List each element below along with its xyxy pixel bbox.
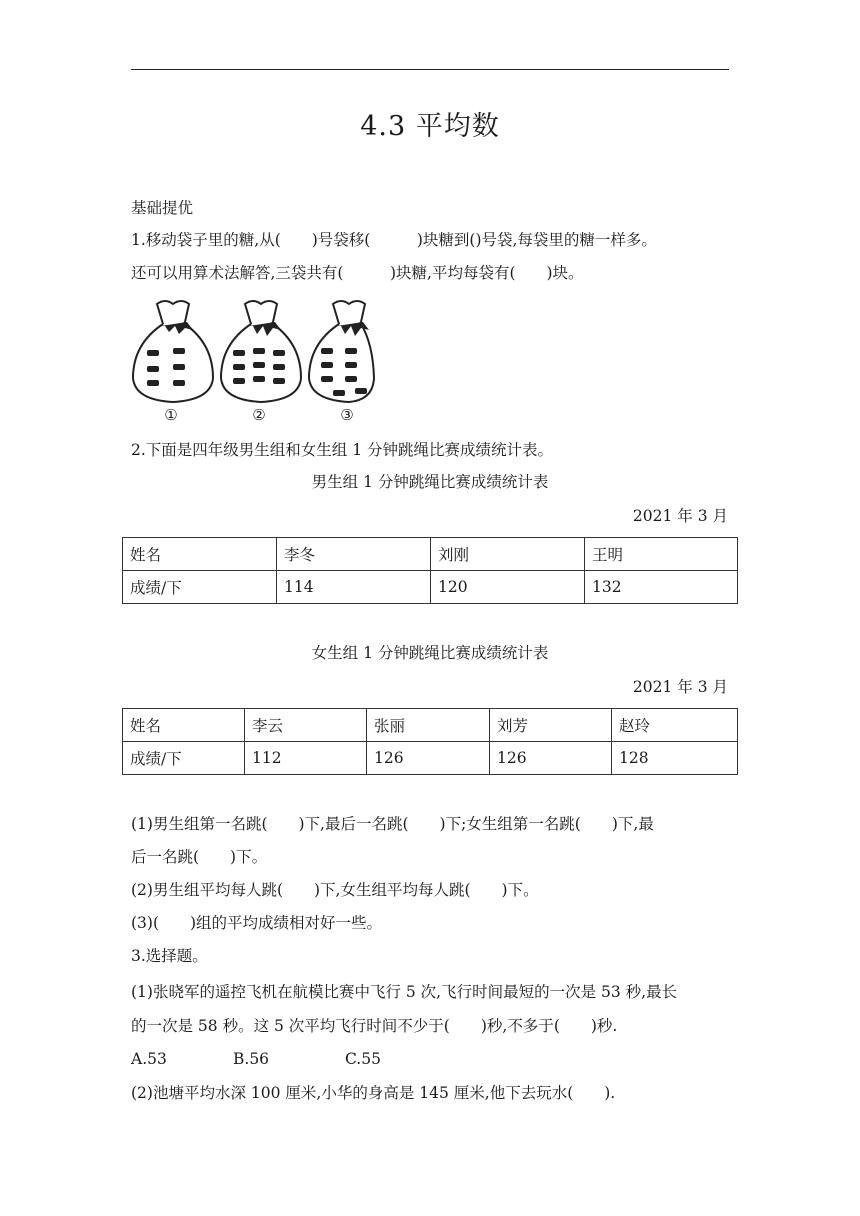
q3-intro: 3.选择题。 — [131, 947, 208, 965]
table-cell: 刘刚 — [431, 538, 585, 571]
q2-sub1-line2: 后一名跳( )下。 — [131, 848, 268, 866]
option-b: B.56 — [233, 1050, 270, 1068]
candy-bag-1 — [133, 301, 213, 402]
table-cell: 刘芳 — [490, 709, 612, 742]
boys-table-date: 2021 年 3 月 — [632, 507, 728, 525]
table-cell: 成绩/下 — [123, 742, 245, 775]
table-cell: 128 — [612, 742, 738, 775]
table-cell: 李冬 — [277, 538, 431, 571]
table-cell: 李云 — [245, 709, 367, 742]
table-cell: 张丽 — [367, 709, 490, 742]
bag-label-3: ③ — [340, 406, 354, 424]
table-row — [123, 742, 738, 775]
table-cell: 132 — [585, 571, 738, 604]
table-cell: 王明 — [585, 538, 738, 571]
candy-bags-illustration — [125, 296, 375, 426]
section-heading: 基础提优 — [131, 199, 194, 217]
q3-sub1-line2: 的一次是 58 秒。这 5 次平均飞行时间不少于( )秒,不多于( )秒. — [131, 1017, 618, 1035]
q2-sub2: (2)男生组平均每人跳( )下,女生组平均每人跳( )下。 — [131, 881, 539, 899]
q3-sub1-options — [131, 1049, 381, 1069]
table-cell: 114 — [277, 571, 431, 604]
q1-line1: 1.移动袋子里的糖,从( )号袋移( )块糖到()号袋,每袋里的糖一样多。 — [131, 231, 657, 249]
girls-score-table — [122, 708, 738, 775]
q1-line2: 还可以用算术法解答,三袋共有( )块糖,平均每袋有( )块。 — [131, 264, 584, 282]
candy-bag-2 — [221, 301, 301, 402]
table-cell: 赵玲 — [612, 709, 738, 742]
table-row — [123, 538, 738, 571]
candy-bag-3 — [309, 301, 374, 402]
option-c: C.55 — [345, 1050, 381, 1068]
page-title: 4.3 平均数 — [360, 111, 500, 142]
option-a: A.53 — [131, 1050, 167, 1068]
bag-label-2: ② — [252, 406, 266, 424]
table-cell: 126 — [367, 742, 490, 775]
q2-sub3: (3)( )组的平均成绩相对好一些。 — [131, 914, 383, 932]
table-cell: 姓名 — [123, 709, 245, 742]
girls-table-title: 女生组 1 分钟跳绳比赛成绩统计表 — [311, 644, 549, 662]
table-cell: 姓名 — [123, 538, 277, 571]
q2-intro: 2.下面是四年级男生组和女生组 1 分钟跳绳比赛成绩统计表。 — [131, 441, 554, 459]
table-row — [123, 571, 738, 604]
table-cell: 120 — [431, 571, 585, 604]
q2-sub1-line1: (1)男生组第一名跳( )下,最后一名跳( )下;女生组第一名跳( )下,最 — [131, 815, 654, 833]
header-rule — [131, 69, 729, 70]
girls-table-date: 2021 年 3 月 — [632, 678, 728, 696]
table-cell: 112 — [245, 742, 367, 775]
bag-label-1: ① — [164, 406, 178, 424]
table-cell: 126 — [490, 742, 612, 775]
boys-table-title: 男生组 1 分钟跳绳比赛成绩统计表 — [311, 473, 549, 491]
table-cell: 成绩/下 — [123, 571, 277, 604]
boys-score-table — [122, 537, 738, 604]
q3-sub2: (2)池塘平均水深 100 厘米,小华的身高是 145 厘米,他下去玩水( ). — [131, 1084, 616, 1102]
q3-sub1-line1: (1)张晓军的遥控飞机在航模比赛中飞行 5 次,飞行时间最短的一次是 53 秒,最长 — [131, 983, 678, 1001]
table-row — [123, 709, 738, 742]
